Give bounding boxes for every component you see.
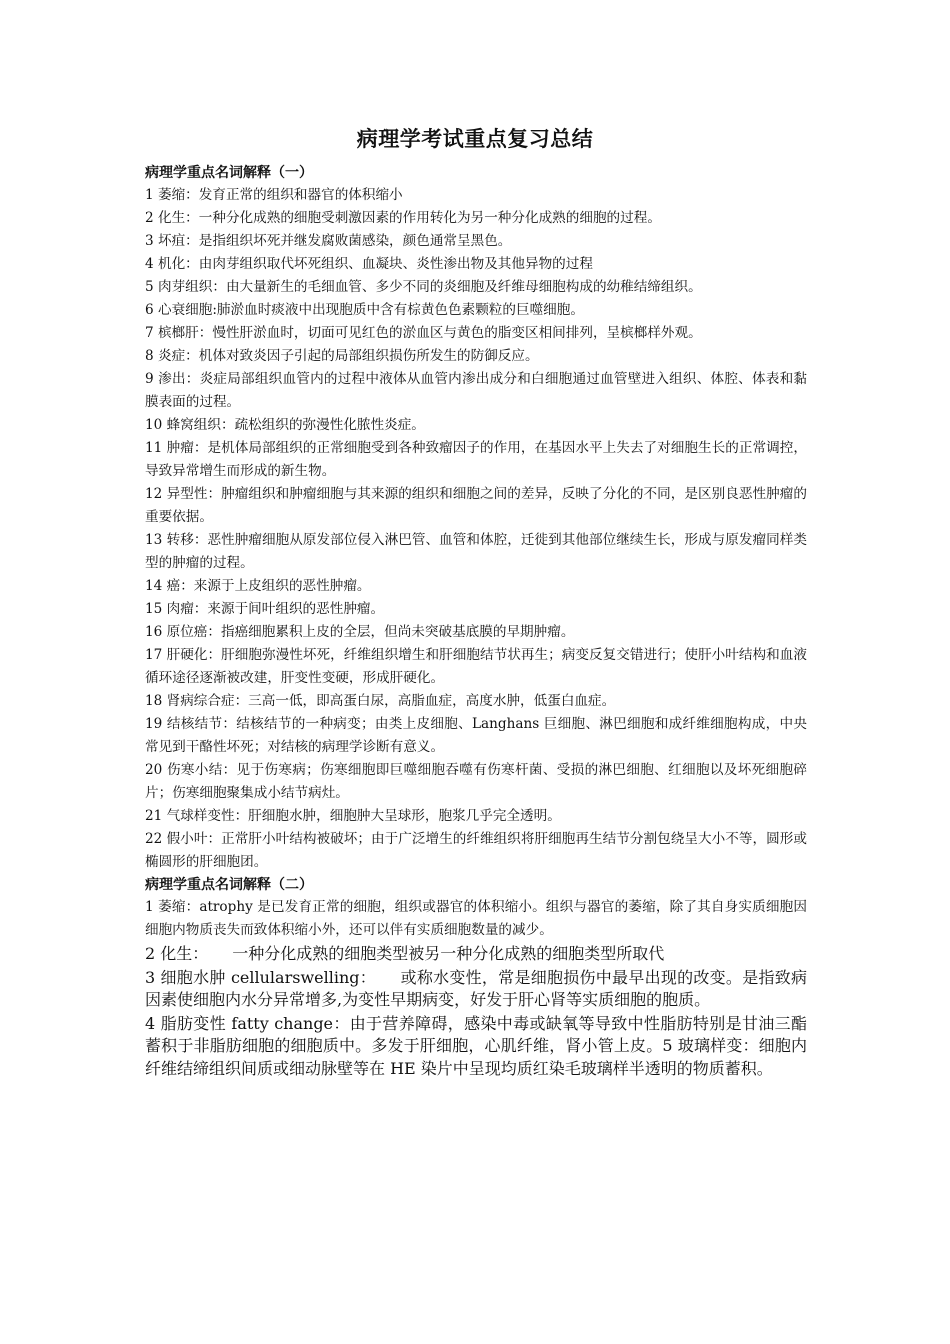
term-item: 11 肿瘤：是机体局部组织的正常细胞受到各种致瘤因子的作用，在基因水平上失去了对细胞生长的正常调控，导致异常增生而形成的新生物。 <box>145 440 807 479</box>
term-item: 5 肉芽组织：由大量新生的毛细血管、多少不同的炎细胞及纤维母细胞构成的幼稚结缔组织。 <box>145 279 702 295</box>
term-item: 1 萎缩：atrophy 是已发育正常的细胞，组织或器官的体积缩小。组织与器官的萎缩，除了其自身实质细胞因细胞内物质丧失而致体积缩小外，还可以伴有实质细胞数量的减少。 <box>145 899 807 938</box>
term-item: 9 渗出：炎症局部组织血管内的过程中液体从血管内渗出成分和白细胞通过血管壁进入组织、体腔、体表和黏膜表面的过程。 <box>145 371 807 410</box>
term-item: 3 细胞水肿 cellularswelling： 或称水变性，常是细胞损伤中最早出现的改变。是指致病因素使细胞内水分异常增多,为变性早期病变，好发于肝心肾等实质细胞的胞质。 <box>145 967 807 1009</box>
term-item: 13 转移：恶性肿瘤细胞从原发部位侵入淋巴管、血管和体腔，迁徙到其他部位继续生长，形成与原发瘤同样类型的肿瘤的过程。 <box>145 532 807 571</box>
term-item: 4 机化：由肉芽组织取代坏死组织、血凝块、炎性渗出物及其他异物的过程 <box>145 256 593 272</box>
term-item: 21 气球样变性：肝细胞水肿，细胞肿大呈球形，胞浆几乎完全透明。 <box>145 808 561 824</box>
term-item: 4 脂肪变性 fatty change：由于营养障碍，感染中毒或缺氧等导致中性脂肪特别是甘油三酯蓄积于非脂肪细胞的细胞质中。多发于肝细胞，心肌纤维，肾小管上皮。5 玻璃样变：细胞内纤维结缔组织间质或细动脉壁等在 HE 染片中呈现均质红染毛玻璃样半透明的物质蓄积。 <box>145 1013 807 1078</box>
section-two <box>145 874 807 1080</box>
term-item: 20 伤寒小结：见于伤寒病；伤寒细胞即巨噬细胞吞噬有伤寒杆菌、受损的淋巴细胞、红细胞以及坏死细胞碎片；伤寒细胞聚集成小结节病灶。 <box>145 762 807 801</box>
term-item: 18 肾病综合症：三高一低，即高蛋白尿，高脂血症，高度水肿，低蛋白血症。 <box>145 693 616 709</box>
term-item: 22 假小叶：正常肝小叶结构被破坏；由于广泛增生的纤维组织将肝细胞再生结节分割包绕呈大小不等，圆形或椭圆形的肝细胞团。 <box>145 831 807 870</box>
term-item: 10 蜂窝组织：疏松组织的弥漫性化脓性炎症。 <box>145 417 425 433</box>
term-item: 8 炎症：机体对致炎因子引起的局部组织损伤所发生的防御反应。 <box>145 348 539 364</box>
section-one <box>145 162 807 874</box>
term-item: 16 原位癌：指癌细胞累积上皮的全层，但尚未突破基底膜的早期肿瘤。 <box>145 624 575 640</box>
term-item: 1 萎缩：发育正常的组织和器官的体积缩小 <box>145 187 403 203</box>
section-two-heading: 病理学重点名词解释（二） <box>145 877 313 893</box>
term-item: 2 化生：一种分化成熟的细胞受刺激因素的作用转化为另一种分化成熟的细胞的过程。 <box>145 210 661 226</box>
term-item: 6 心衰细胞:肺淤血时痰液中出现胞质中含有棕黄色色素颗粒的巨噬细胞。 <box>145 302 584 318</box>
term-item: 19 结核结节：结核结节的一种病变；由类上皮细胞、Langhans 巨细胞、淋巴细胞和成纤维细胞构成，中央常见到干酪性坏死；对结核的病理学诊断有意义。 <box>145 716 807 755</box>
term-item: 15 肉瘤：来源于间叶组织的恶性肿瘤。 <box>145 601 385 617</box>
section-one-heading: 病理学重点名词解释（一） <box>145 165 313 181</box>
term-item: 14 癌：来源于上皮组织的恶性肿瘤。 <box>145 578 371 594</box>
term-item: 2 化生： 一种分化成熟的细胞类型被另一种分化成熟的细胞类型所取代 <box>145 944 665 963</box>
term-item: 17 肝硬化：肝细胞弥漫性坏死，纤维组织增生和肝细胞结节状再生；病变反复交错进行；使肝小叶结构和血液循环途径逐渐被改建，肝变性变硬，形成肝硬化。 <box>145 647 807 686</box>
document-title: 病理学考试重点复习总结 <box>356 127 594 151</box>
term-item: 7 槟榔肝：慢性肝淤血时，切面可见红色的淤血区与黄色的脂变区相间排列，呈槟榔样外观。 <box>145 325 702 341</box>
document-body <box>145 162 807 1080</box>
term-item: 12 异型性：肿瘤组织和肿瘤细胞与其来源的组织和细胞之间的差异，反映了分化的不同，是区别良恶性肿瘤的重要依据。 <box>145 486 807 525</box>
term-item: 3 坏疽：是指组织坏死并继发腐败菌感染，颜色通常呈黑色。 <box>145 233 512 249</box>
